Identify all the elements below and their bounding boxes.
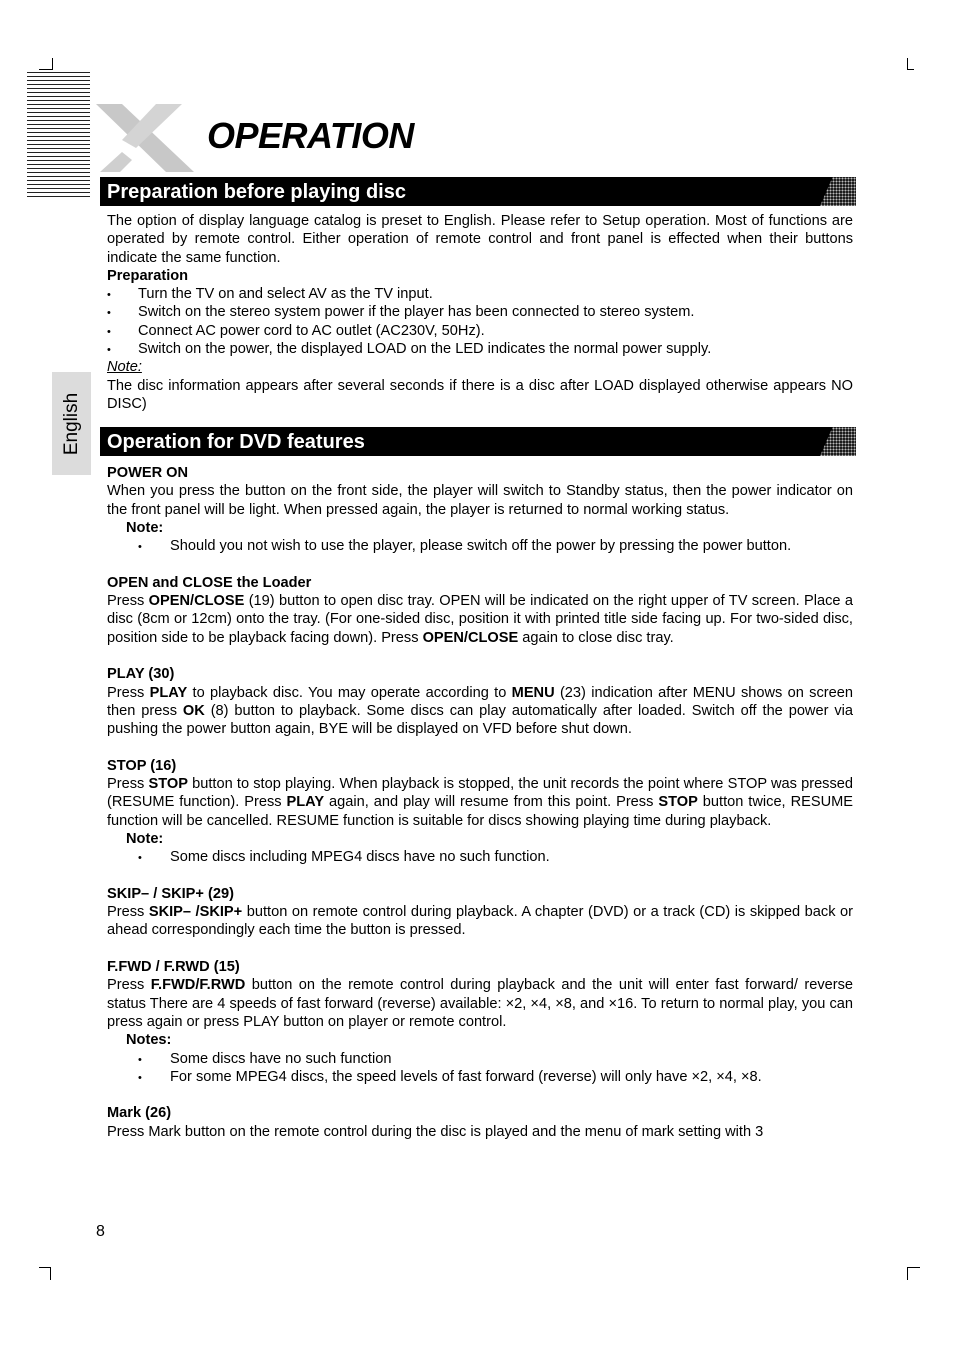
preparation-label: Preparation [107,267,189,284]
skip-text: Press SKIP– /SKIP+ button on remote control during playback. A chapter (DVD) or a track (CD) is skipped back or ahead correspondingly each time the button is pressed. [107,904,854,939]
ffwd-notes-label: Notes: [126,1032,172,1049]
note-text: The disc information appears after several seconds if there is a disc after LOAD displayed otherwise appears NO DISC) [107,377,853,412]
play-title: PLAY (30) [107,666,175,683]
ffwd-text: Press F.FWD/F.RWD button on the remote control during playback and the unit will enter fast forward/ reverse status There are 4 speeds of fast forward (reverse) available: ×2, ×4, ×8, and ×16. To return to normal play, you can press again or press PLAY button on player or remote control. [107,977,853,1030]
skip-title: SKIP– / SKIP+ (29) [107,885,234,902]
open-close-text: Press OPEN/CLOSE (19) button to open disc tray. OPEN will be indicated on the right upper of TV screen. Place a disc (8cm or 12cm) onto the tray. (For one-sided disc, position it with printed title side facing up. For two-sided disc, position side to be playback facing down). Press OPEN/CLOSE again to close disc tray. [107,593,853,646]
list-item: • For some MPEG4 discs, the speed levels of fast forward (reverse) will only have ×2, ×4, ×8. [107,1068,853,1086]
power-on-text: When you press the button on the front side, the player will switch to Standby status, then the power indicator on the front panel will be light. When pressed again, the player is returned to normal working status. [107,483,853,518]
list-item: • Turn the TV on and select AV as the TV input. [107,285,853,303]
mark-text: Press Mark button on the remote control during the disc is played and the menu of mark setting with 3 [107,1123,764,1140]
list-item: • Switch on the stereo system power if the player has been connected to stereo system. [107,303,853,321]
list-item: • Some discs have no such function [107,1050,853,1068]
crop-mark-bottom-right-v [907,1267,908,1280]
header-stripes [27,72,90,200]
heading-dots-decoration [820,177,856,206]
crop-mark-top-right-h [907,69,914,70]
crop-mark-bottom-right [907,1267,920,1268]
stop-text: Press STOP button to stop playing. When playback is stopped, the unit records the point where STOP was pressed (RESUME function). Press PLAY again, and play will resume from this point. Press STOP button twice, RESUME function will be cancelled. RESUME function is suitable for discs showing playing time during playback. [107,776,854,829]
stop-title: STOP (16) [107,757,177,774]
play-text: Press PLAY to playback disc. You may operate according to MENU (23) indication after MENU shows on screen then press OK (8) button to playback. Some discs can play automatically after loaded. Switch off the power via pushing the power button again, BYE will be displayed on VFD before shut down. [107,684,854,738]
note-label: Note: [107,359,142,376]
language-tab [52,372,91,475]
crop-mark-top-left-v [52,58,53,70]
power-note-label: Note: [126,519,164,536]
brand-x-logo-icon [96,100,198,176]
list-item: • Connect AC power cord to AC outlet (AC230V, 50Hz). [107,322,853,340]
language-tab-label: English [60,392,82,455]
crop-mark-top-left [39,69,53,70]
page-number: 8 [96,1223,105,1240]
section-heading-preparation [100,177,856,206]
section-heading-dvd-features [100,427,856,456]
section-dvd-features-body [107,464,853,1141]
mark-title: Mark (26) [107,1105,172,1122]
section-preparation-body [107,212,853,413]
section-heading-label: Preparation before playing disc [107,181,406,203]
open-close-title: OPEN and CLOSE the Loader [107,574,312,591]
power-on-title: POWER ON [107,465,189,481]
stop-note-label: Note: [126,830,164,847]
list-item: • Some discs including MPEG4 discs have no such function. [107,848,853,866]
list-item: • Switch on the power, the displayed LOAD on the LED indicates the normal power supply. [107,340,853,358]
list-item: • Should you not wish to use the player, please switch off the power by pressing the power button. [107,537,853,555]
heading-dots-decoration [820,427,856,456]
ffwd-title: F.FWD / F.RWD (15) [107,959,240,976]
section-heading-label: Operation for DVD features [107,431,365,453]
page-title: OPERATION [207,115,414,156]
crop-mark-bottom-left-v [50,1267,51,1280]
intro-paragraph: The option of display language catalog is preset to English. Please refer to Setup operation. Most of functions are operated by remote control. Either operation of remote control and front panel is effected when their buttons indicate the same function. [107,213,853,266]
